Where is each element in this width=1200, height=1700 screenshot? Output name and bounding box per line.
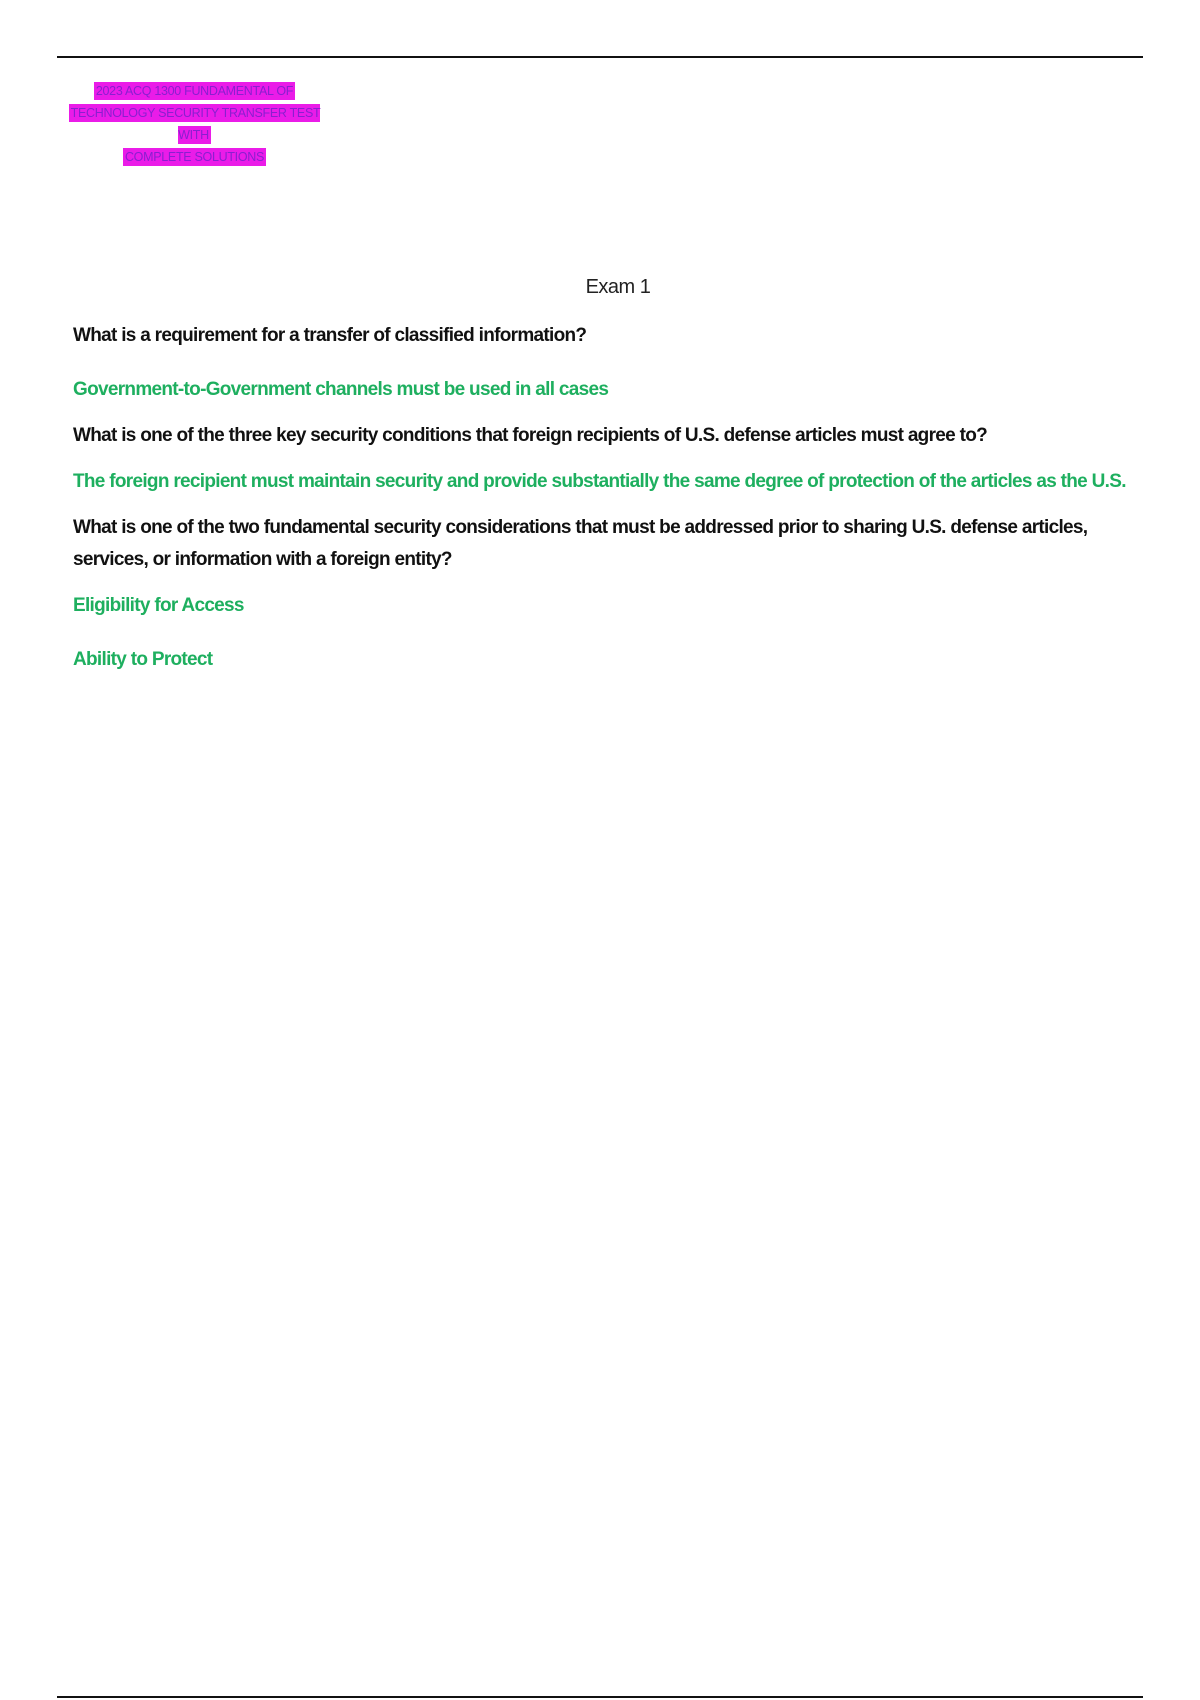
answer-3b: Ability to Protect <box>73 649 213 670</box>
document-title-line-3: COMPLETE SOLUTIONS <box>124 150 265 164</box>
bottom-rule <box>57 1696 1143 1698</box>
exam-heading: Exam 1 <box>585 276 651 298</box>
document-title-line-2: TECHNOLOGY SECURITY TRANSFER TEST WITH <box>70 106 321 142</box>
answer-1: Government-to-Government channels must be used in all cases <box>73 379 609 400</box>
question-3: What is one of the two fundamental security considerations that must be addressed prior to sharing U.S. defense articles, services, or information with a foreign entity? <box>73 517 1088 570</box>
question-1: What is a requirement for a transfer of classified information? <box>73 325 587 346</box>
qa-list <box>73 320 1163 676</box>
answer-3a: Eligibility for Access <box>73 595 244 616</box>
question-2: What is one of the three key security conditions that foreign recipients of U.S. defense articles must agree to? <box>73 425 988 446</box>
document-title-line-1: 2023 ACQ 1300 FUNDAMENTAL OF <box>95 84 294 98</box>
answer-2: The foreign recipient must maintain security and provide substantially the same degree of protection of the articles as the U.S. <box>73 471 1126 492</box>
document-title <box>62 80 327 168</box>
top-rule <box>57 56 1143 58</box>
